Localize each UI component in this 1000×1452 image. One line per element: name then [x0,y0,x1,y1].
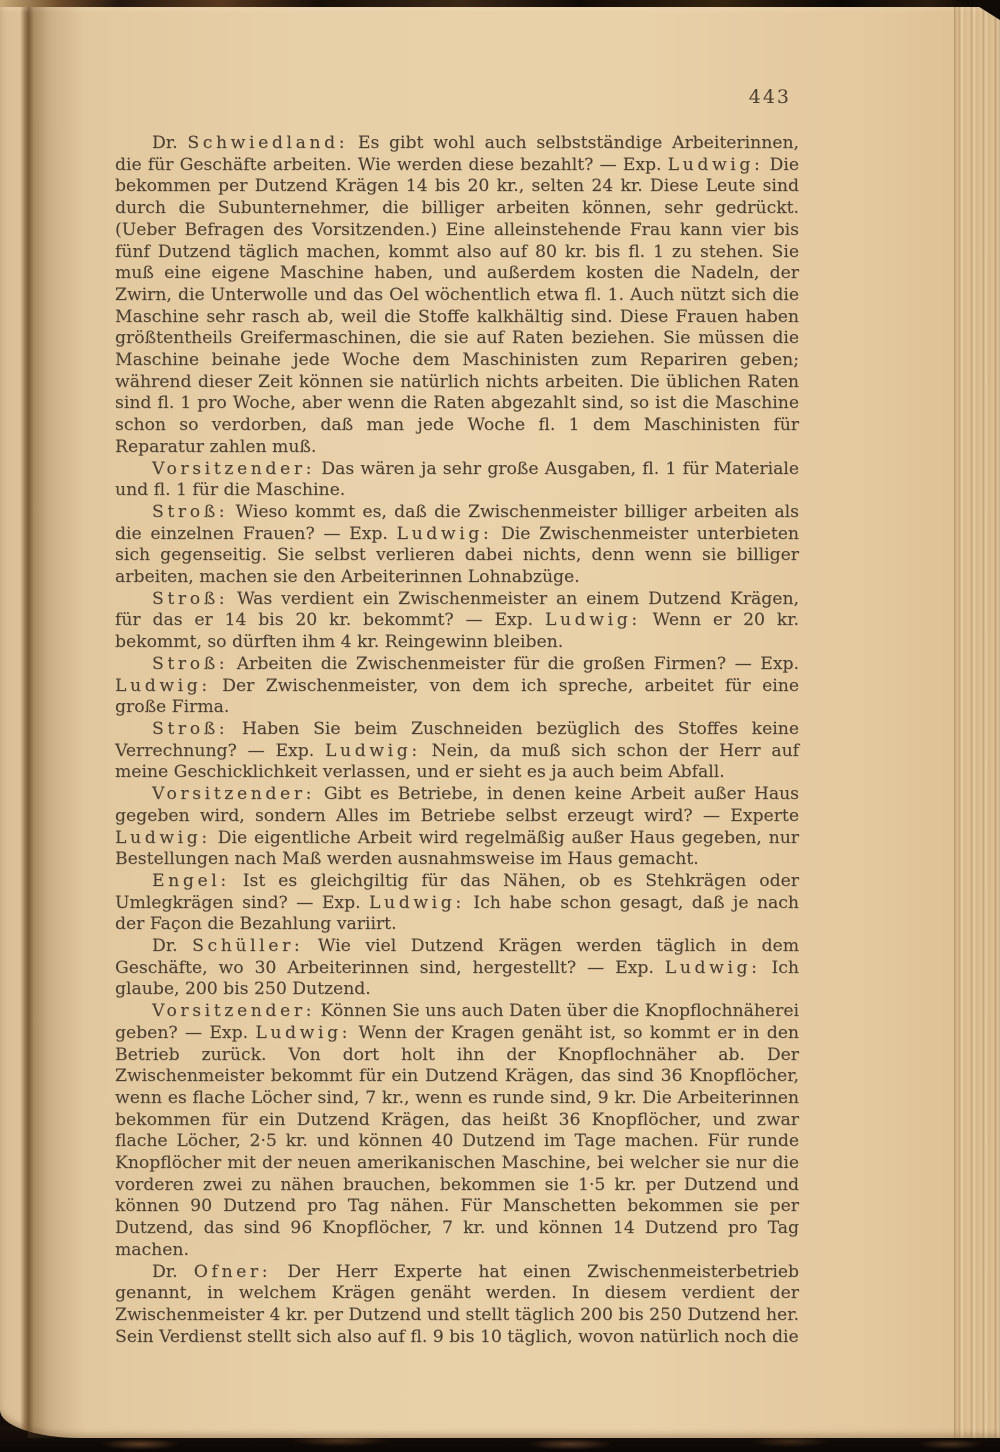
speaker-name: Stroß: [152,653,229,674]
speech-text: Können Sie uns auch Daten über die Knopflochnäherei geben? — Exp. [115,1001,799,1043]
speaker-name: Stroß: [152,501,229,522]
speaker-name: Schwiedland: [187,133,349,153]
speech-text: Ist es gleichgiltig für das Nähen, ob es Stehkrägen oder Umlegkrägen sind? — Exp. [115,870,799,913]
speech-text: Die Zwischenmeister unterbieten sich gegenseitig. Sie selbst verlieren dabei nichts, denn wenn sie billiger arbeiten, machen sie den Arbeiterinnen Lohnabzüge. [115,523,799,588]
speech-text: Das wären ja sehr große Ausgaben, fl. 1 für Materiale und fl. 1 für die Maschine. [115,458,799,501]
paragraph [115,459,799,502]
speech-text: Die bekommen per Dutzend Krägen 14 bis 20 kr., selten 24 kr. Diese Leute sind durch die Subunternehmer, die billiger arbeiten können, sehr gedrückt. (Ueber Befragen des Vorsitzenden.) Eine alleinstehende Frau kann vier bis fünf Dutzend täglich machen, kommt also auf 80 kr. bis fl. 1 zu stehen. Sie muß eine eigene Maschine haben, und außerdem kosten die Nadeln, der Zwirn, die Unterwolle und das Oel wöchentlich etwa fl. 1. Auch nützt sich die Maschine sehr rasch ab, weil die Stoffe kalkhältig sind. Diese Frauen haben größtentheils Greifermaschinen, die sie auf Raten beziehen. Sie müssen die Maschine beinahe jede Woche dem Maschinisten zum Repariren geben; während dieser Zeit können sie natürlich nichts arbeiten. Die üblichen Raten sind fl. 1 pro Woche, aber wenn die Raten abgezahlt sind, so ist die Maschine schon so verdorben, daß man jede Woche fl. 1 dem Maschinisten für Reparatur zahlen muß. [115,154,799,457]
speaker-name: Stroß: [152,718,229,739]
speaker-name: Vorsitzender: [152,458,316,479]
speaker-name: Ludwig: [369,892,465,913]
speaker-name: Vorsitzender: [152,784,316,805]
paragraph [115,719,799,784]
speaker-name: Ludwig: [115,827,211,848]
speaker-name: Ofner: [193,1261,272,1282]
book-page [0,7,1000,1438]
speaker-name: Ludwig: [664,957,761,978]
speech-text: Gibt es Betriebe, in denen keine Arbeit außer Haus gegeben wird, sondern Alles im Betriebe selbst erzeugt wird? — Experte [115,784,799,826]
paragraph [115,1001,799,1261]
speech-text: Es gibt wohl auch selbstständige Arbeiterinnen, die für Geschäfte arbeiten. Wie werden diese bezahlt? — Exp. [115,133,799,175]
speech-text: Dr. [152,1261,194,1282]
page-gutter-crease [28,7,83,1438]
speech-text: Dr. [152,133,188,153]
speaker-name: Ludwig: [324,740,421,761]
page-edge-stack [954,7,1000,1438]
speech-text: Der Herr Experte hat einen Zwischenmeisterbetrieb genannt, in welchem Krägen genäht werden. In diesem verdient der Zwischenmeister 4 kr. per Dutzend und stellt täglich 200 bis 250 Dutzend her. Sein Verdienst stellt sich also auf fl. 9 bis 10 täglich, wovon natürlich noch die [115,1261,799,1347]
speaker-name: Ludwig: [396,523,493,544]
paragraph [115,654,799,719]
speaker-name: Ludwig: [667,154,764,175]
paragraph [115,133,799,459]
speech-text: Nein, da muß sich schon der Herr auf meine Geschicklichkeit verlassen, und er sieht es ja auch beim Abfall. [115,740,799,783]
paragraph [115,871,799,936]
text-column [115,133,799,1348]
speech-text: Der Zwischenmeister, von dem ich spreche, arbeitet für eine große Firma. [115,675,799,718]
speech-text: Wenn er 20 kr. bekommt, so dürften ihm 4 kr. Reingewinn bleiben. [115,610,800,653]
speech-text: Wie viel Dutzend Krägen werden täglich in dem Geschäfte, wo 30 Arbeiterinnen sind, hergestellt? — Exp. [115,936,799,978]
paragraph [115,589,799,654]
page-number: 443 [748,86,791,108]
speaker-name: Vorsitzender: [152,1001,316,1022]
speech-text: Haben Sie beim Zuschneiden bezüglich des Stoffes keine Verrechnung? — Exp. [115,718,799,761]
speaker-name: Ludwig: [255,1022,352,1043]
paragraph [115,936,799,1001]
speech-text: Arbeiten die Zwischenmeister für die großen Firmen? — Exp. [228,653,799,674]
speaker-name: Stroß: [152,588,229,609]
speaker-name: Engel: [152,870,230,891]
speaker-name: Ludwig: [544,610,641,631]
speaker-name: Ludwig: [115,675,211,696]
speech-text: Die eigentliche Arbeit wird regelmäßig außer Haus gegeben, nur Bestellungen nach Maß werden ausnahmsweise im Haus gemacht. [115,827,799,870]
paragraph [115,784,799,871]
paragraph [115,502,799,589]
speech-text: Wieso kommt es, daß die Zwischenmeister billiger arbeiten als die einzelnen Frauen? — Exp. [115,501,799,544]
speech-text: Dr. [152,936,193,957]
paragraph [115,1262,799,1349]
speech-text: Wenn der Kragen genäht ist, so kommt er in den Betrieb zurück. Von dort holt ihn der Knopflochnäher ab. Der Zwischenmeister bekommt für ein Dutzend Krägen, das sind 36 Knopflöcher, wenn es flache Löcher sind, 7 kr., wenn es runde sind, 9 kr. Die Arbeiterinnen bekommen für ein Dutzend Krägen, das heißt 36 Knopflöcher, und zwar flache Löcher, 2·5 kr. und können 40 Dutzend im Tage machen. Für runde Knopflöcher mit der neuen amerikanischen Maschine, bei welcher sie nur die vorderen zwei zu nähen brauchen, bekommen sie 1·5 kr. per Dutzend und können 90 Dutzend pro Tag nähen. Für Manschetten bekommen sie per Dutzend, das sind 96 Knopflöcher, 7 kr. und können 14 Dutzend pro Tag machen. [115,1022,799,1260]
speaker-name: Schüller: [192,936,304,957]
speech-text: Ich habe schon gesagt, daß je nach der Façon die Bezahlung variirt. [115,892,799,935]
speech-text: Was verdient ein Zwischenmeister an einem Dutzend Krägen, für das er 14 bis 20 kr. bekommt? — Exp. [115,588,799,631]
speech-text: Ich glaube, 200 bis 250 Dutzend. [115,957,799,1000]
